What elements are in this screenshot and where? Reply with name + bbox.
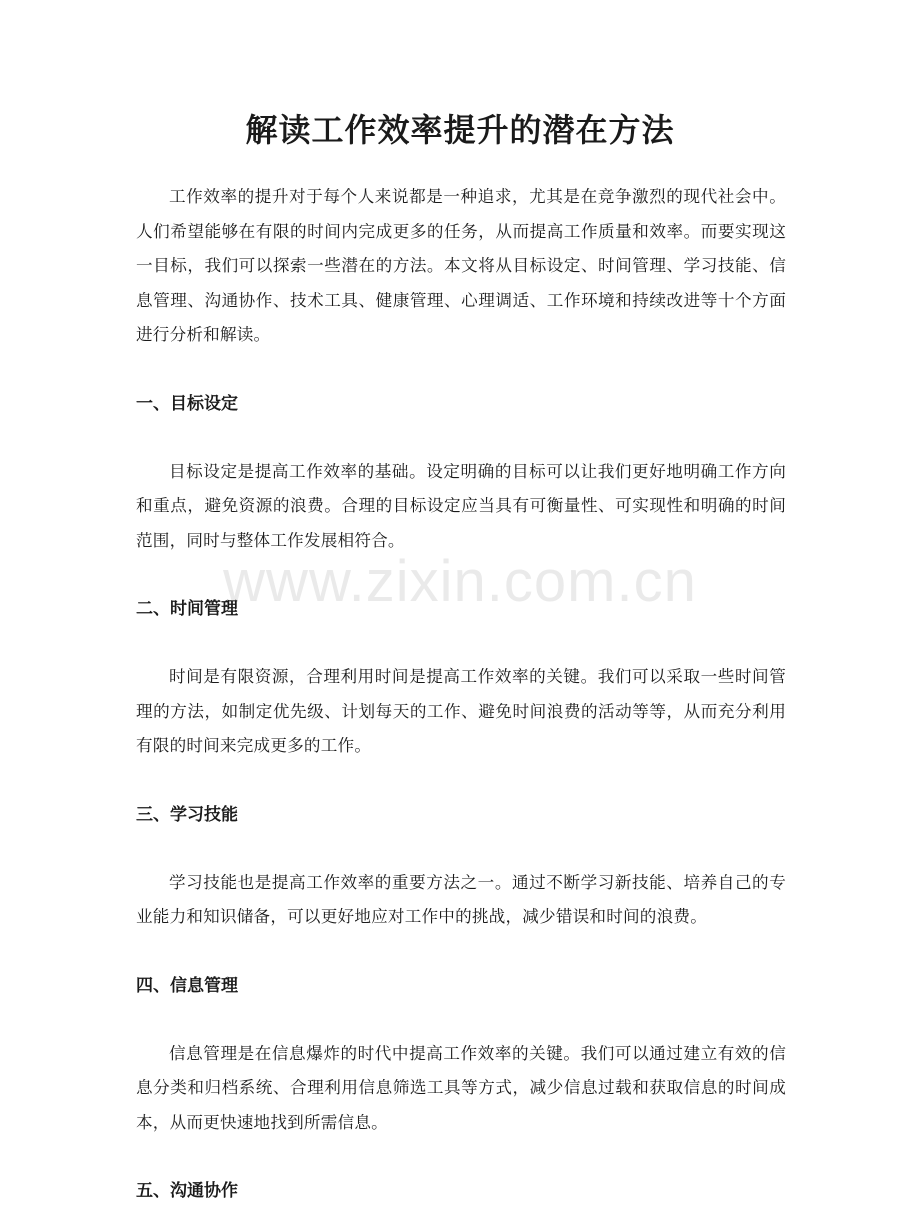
section-heading-time-management: 二、时间管理 <box>136 599 238 619</box>
watermark-text: www.zixin.com.cn <box>223 549 697 614</box>
section-paragraph-goal-setting: 目标设定是提高工作效率的基础。设定明确的目标可以让我们更好地明确工作方向和重点，避免资源的浪费。合理的目标设定应当具有可衡量性、可实现性和明确的时间范围，同时与整体工作发展相符合。 <box>136 461 786 550</box>
page-title: 解读工作效率提升的潜在方法 <box>245 111 675 149</box>
section-heading-communication: 五、沟通协作 <box>136 1181 238 1201</box>
section-heading-goal-setting: 一、目标设定 <box>136 393 238 414</box>
section-paragraph-learning-skills: 学习技能也是提高工作效率的重要方法之一。通过不断学习新技能、培养自己的专业能力和知识储备，可以更好地应对工作中的挑战，减少错误和时间的浪费。 <box>136 872 786 926</box>
document-body <box>136 180 786 1208</box>
section-paragraph-time-management: 时间是有限资源，合理利用时间是提高工作效率的关键。我们可以采取一些时间管理的方法，如制定优先级、计划每天的工作、避免时间浪费的活动等等，从而充分利用有限的时间来完成更多的工作。 <box>136 667 786 755</box>
section-heading-learning-skills: 三、学习技能 <box>136 804 238 825</box>
section-heading-information-management: 四、信息管理 <box>136 975 238 996</box>
section-paragraph-information-management: 信息管理是在信息爆炸的时代中提高工作效率的关键。我们可以通过建立有效的信息分类和归档系统、合理利用信息筛选工具等方式，减少信息过载和获取信息的时间成本，从而更快速地找到所需信息。 <box>136 1043 786 1132</box>
intro-paragraph: 工作效率的提升对于每个人来说都是一种追求，尤其是在竞争激烈的现代社会中。人们希望能够在有限的时间内完成更多的任务，从而提高工作质量和效率。而要实现这一目标，我们可以探索一些潜在的方法。本文将从目标设定、时间管理、学习技能、信息管理、沟通协作、技术工具、健康管理、心理调适、工作环境和持续改进等十个方面进行分析和解读。 <box>136 187 786 344</box>
